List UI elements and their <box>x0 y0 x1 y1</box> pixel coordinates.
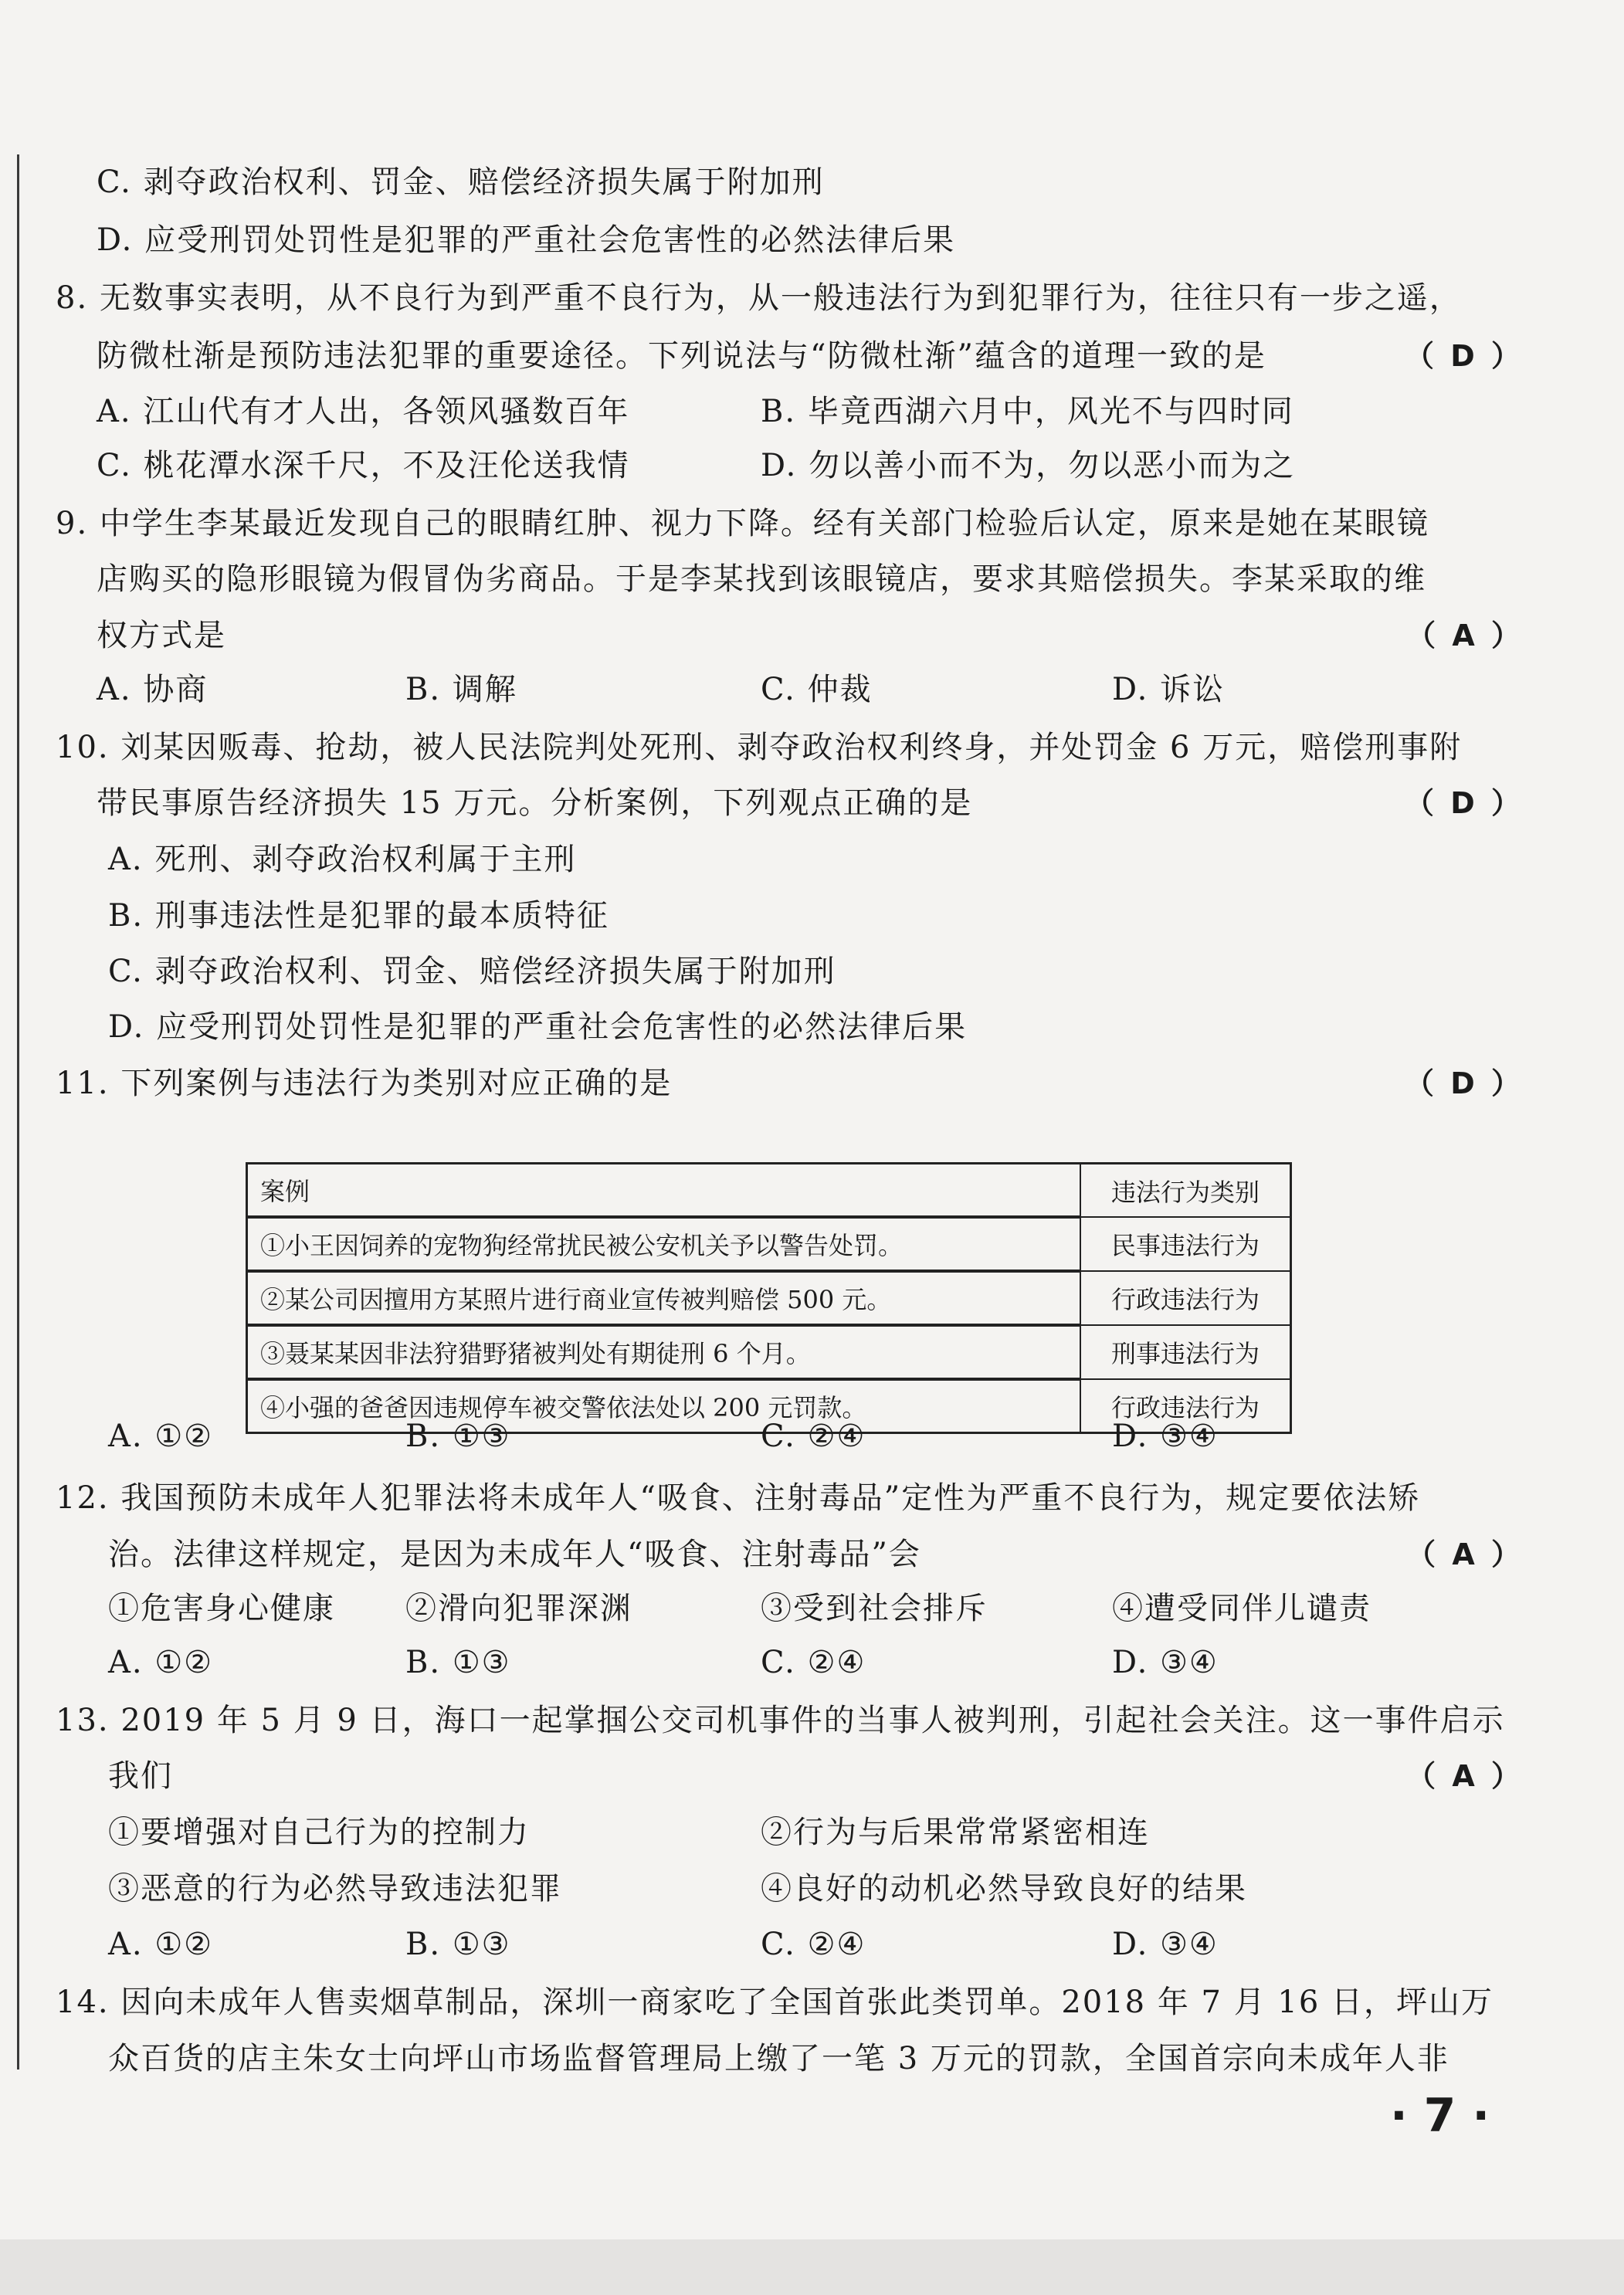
option-c-prev: C. 剥夺政治权利、罚金、赔偿经济损失属于附加刑 <box>97 164 825 200</box>
q8-stem-line2: 防微杜渐是预防违法犯罪的重要途径。下列说法与“防微杜渐”蕴含的道理一致的是 <box>97 338 1266 374</box>
q13-statement-4: ④良好的动机必然导致良好的结果 <box>761 1871 1247 1907</box>
q8-stem-line1: 8. 无数事实表明，从不良行为到严重不良行为，从一般违法行为到犯罪行为，往往只有一步之遥， <box>56 280 1462 316</box>
q10-stem-line1: 10. 刘某因贩毒、抢劫，被人民法院判处死刑、剥夺政治权利终身，并处罚金 6 万元，赔偿刑事附 <box>56 730 1463 765</box>
q13-statement-2: ②行为与后果常常紧密相连 <box>761 1815 1150 1850</box>
q13-stem-line1: 13. 2019 年 5 月 9 日，海口一起掌掴公交司机事件的当事人被判刑，引起社会关注。这一事件启示 <box>56 1703 1505 1738</box>
table-header-case: 案例 <box>247 1164 1081 1218</box>
table-cell-case: ②某公司因擅用方某照片进行商业宣传被判赔偿 500 元。 <box>247 1271 1081 1325</box>
table-header-category: 违法行为类别 <box>1080 1164 1291 1218</box>
page-number: · 7 · <box>1390 2089 1490 2143</box>
q11-stem-line1: 11. 下列案例与违法行为类别对应正确的是 <box>56 1066 673 1101</box>
q12-statement-2: ②滑向犯罪深渊 <box>405 1591 632 1626</box>
q12-statement-1: ①危害身心健康 <box>108 1591 335 1626</box>
q10-option-b: B. 刑事违法性是犯罪的最本质特征 <box>108 898 609 934</box>
q13-option-c: C. ②④ <box>761 1927 866 1962</box>
q9-answer: （ A ） <box>1406 619 1524 653</box>
q10-stem-line2: 带民事原告经济损失 15 万元。分析案例，下列观点正确的是 <box>97 785 973 821</box>
q13-statement-1: ①要增强对自己行为的控制力 <box>108 1815 530 1850</box>
q12-statement-4: ④遭受同伴儿谴责 <box>1112 1591 1371 1626</box>
table-row <box>247 1325 1291 1379</box>
q11-option-d: D. ③④ <box>1112 1419 1219 1454</box>
table-cell-category: 行政违法行为 <box>1080 1379 1291 1433</box>
table-cell-case: ③聂某某因非法狩猎野猪被判处有期徒刑 6 个月。 <box>247 1325 1081 1379</box>
table-cell-case: ①小王因饲养的宠物狗经常扰民被公安机关予以警告处罚。 <box>247 1217 1081 1271</box>
q13-statement-3: ③恶意的行为必然导致违法犯罪 <box>108 1871 562 1907</box>
q12-statement-3: ③受到社会排斥 <box>761 1591 988 1626</box>
q12-option-d: D. ③④ <box>1112 1645 1219 1680</box>
q11-option-b: B. ①③ <box>405 1419 511 1454</box>
q14-stem-line2: 众百货的店主朱女士向坪山市场监督管理局上缴了一笔 3 万元的罚款，全国首宗向未成年人非 <box>108 2041 1449 2076</box>
table-cell-category: 刑事违法行为 <box>1080 1325 1291 1379</box>
q9-option-b: B. 调解 <box>405 672 517 707</box>
q9-option-c: C. 仲裁 <box>761 672 873 707</box>
q8-option-a: A. 江山代有才人出，各领风骚数百年 <box>97 394 630 429</box>
q13-option-b: B. ①③ <box>405 1927 511 1962</box>
q12-option-b: B. ①③ <box>405 1645 511 1680</box>
q13-stem-line2: 我们 <box>108 1758 173 1794</box>
q9-stem-line3: 权方式是 <box>97 618 226 653</box>
q13-option-a: A. ①② <box>108 1927 214 1962</box>
q11-option-c: C. ②④ <box>761 1419 866 1454</box>
table-cell-category: 行政违法行为 <box>1080 1271 1291 1325</box>
q8-option-b: B. 毕竟西湖六月中，风光不与四时同 <box>761 394 1294 429</box>
case-table <box>246 1162 1292 1434</box>
table-row <box>247 1217 1291 1271</box>
table-cell-category: 民事违法行为 <box>1080 1217 1291 1271</box>
q9-stem-line2: 店购买的隐形眼镜为假冒伪劣商品。于是李某找到该眼镜店，要求其赔偿损失。李某采取的维 <box>97 561 1426 597</box>
q10-option-a: A. 死刑、剥夺政治权利属于主刑 <box>108 842 577 877</box>
q10-answer: （ D ） <box>1404 786 1524 820</box>
q8-option-d: D. 勿以善小而不为，勿以恶小而为之 <box>761 448 1296 483</box>
q9-option-d: D. 诉讼 <box>1112 672 1226 707</box>
bottom-edge <box>0 2239 1624 2295</box>
table-header-row <box>247 1164 1291 1218</box>
q9-option-a: A. 协商 <box>97 672 209 707</box>
q14-stem-line1: 14. 因向未成年人售卖烟草制品，深圳一商家吃了全国首张此类罚单。2018 年 7 月 16 日，坪山万 <box>56 1985 1494 2020</box>
q12-option-c: C. ②④ <box>761 1645 866 1680</box>
q13-option-d: D. ③④ <box>1112 1927 1219 1962</box>
q8-answer: （ D ） <box>1404 339 1524 373</box>
q12-stem-line1: 12. 我国预防未成年人犯罪法将未成年人“吸食、注射毒品”定性为严重不良行为，规定要依法矫 <box>56 1480 1421 1516</box>
q10-option-c: C. 剥夺政治权利、罚金、赔偿经济损失属于附加刑 <box>108 954 836 989</box>
q13-answer: （ A ） <box>1406 1759 1524 1793</box>
q11-option-a: A. ①② <box>108 1419 214 1454</box>
table-cell-case: ④小强的爸爸因违规停车被交警依法处以 200 元罚款。 <box>247 1379 1081 1433</box>
q12-option-a: A. ①② <box>108 1645 214 1680</box>
option-d-prev: D. 应受刑罚处罚性是犯罪的严重社会危害性的必然法律后果 <box>97 222 956 258</box>
q10-option-d: D. 应受刑罚处罚性是犯罪的严重社会危害性的必然法律后果 <box>108 1009 968 1045</box>
q9-stem-line1: 9. 中学生李某最近发现自己的眼睛红肿、视力下降。经有关部门检验后认定，原来是她在某眼镜 <box>56 506 1429 541</box>
table-row <box>247 1271 1291 1325</box>
q8-option-c: C. 桃花潭水深千尺，不及汪伦送我情 <box>97 448 630 483</box>
q12-stem-line2: 治。法律这样规定，是因为未成年人“吸食、注射毒品”会 <box>108 1537 921 1572</box>
margin-line <box>17 154 19 2070</box>
q12-answer: （ A ） <box>1406 1537 1524 1571</box>
q11-answer: （ D ） <box>1404 1066 1524 1100</box>
